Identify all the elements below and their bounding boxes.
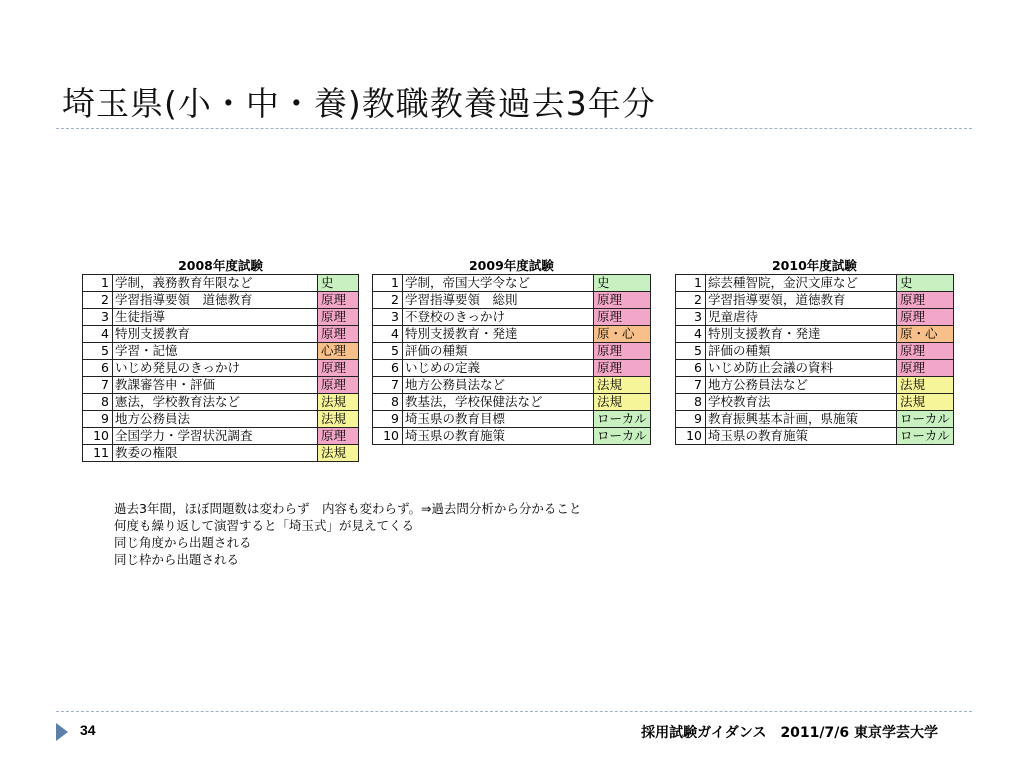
table-row: [676, 292, 954, 309]
topic-cell: 埼玉県の教育目標: [403, 411, 594, 428]
row-number: 4: [373, 326, 403, 343]
category-cell: 原・心: [897, 326, 954, 343]
table-row: [83, 377, 359, 394]
note-line: 何度も繰り返して演習すると「埼玉式」が見えてくる: [114, 518, 415, 533]
category-cell: 原理: [897, 343, 954, 360]
row-number: 9: [83, 411, 113, 428]
row-number: 8: [373, 394, 403, 411]
row-number: 8: [676, 394, 706, 411]
category-cell: 原理: [897, 360, 954, 377]
category-cell: 原理: [318, 326, 359, 343]
category-cell: ローカル: [897, 411, 954, 428]
row-number: 4: [83, 326, 113, 343]
table-row: [83, 275, 359, 292]
row-number: 5: [83, 343, 113, 360]
row-number: 5: [676, 343, 706, 360]
table-row: [373, 360, 651, 377]
topic-cell: 教課審答申・評価: [113, 377, 318, 394]
category-cell: 原理: [594, 292, 651, 309]
table-row: [373, 326, 651, 343]
slide-title: 埼玉県(小・中・養)教職教養過去3年分: [62, 84, 656, 123]
table-row: [83, 411, 359, 428]
topic-cell: 埼玉県の教育施策: [706, 428, 897, 445]
row-number: 5: [373, 343, 403, 360]
table-row: [373, 377, 651, 394]
table-row: [676, 394, 954, 411]
topic-cell: 憲法，学校教育法など: [113, 394, 318, 411]
table-row: [83, 309, 359, 326]
table-row: [373, 394, 651, 411]
table-row: [373, 343, 651, 360]
row-number: 7: [676, 377, 706, 394]
category-cell: 原理: [594, 343, 651, 360]
row-number: 3: [676, 309, 706, 326]
row-number: 4: [676, 326, 706, 343]
category-cell: 法規: [897, 394, 954, 411]
topic-cell: 不登校のきっかけ: [403, 309, 594, 326]
category-cell: ローカル: [897, 428, 954, 445]
topic-cell: 埼玉県の教育施策: [403, 428, 594, 445]
topic-cell: 学制，帝国大学令など: [403, 275, 594, 292]
page-number: 34: [80, 722, 96, 738]
topic-cell: いじめの定義: [403, 360, 594, 377]
topic-cell: 地方公務員法など: [403, 377, 594, 394]
table-2008: [82, 258, 359, 462]
topic-cell: 評価の種類: [706, 343, 897, 360]
category-cell: 法規: [897, 377, 954, 394]
topic-cell: 綜芸種智院，金沢文庫など: [706, 275, 897, 292]
topic-cell: 学習指導要領 道徳教育: [113, 292, 318, 309]
row-number: 7: [83, 377, 113, 394]
table-row: [83, 394, 359, 411]
category-cell: 原理: [594, 360, 651, 377]
table-row: [83, 360, 359, 377]
row-number: 9: [676, 411, 706, 428]
note-line: 同じ枠から出題される: [114, 552, 240, 567]
topic-cell: 学習・記憶: [113, 343, 318, 360]
row-number: 2: [373, 292, 403, 309]
topic-cell: 特別支援教育: [113, 326, 318, 343]
category-cell: 原理: [318, 309, 359, 326]
row-number: 8: [83, 394, 113, 411]
row-number: 1: [373, 275, 403, 292]
category-cell: 史: [318, 275, 359, 292]
category-cell: 原・心: [594, 326, 651, 343]
row-number: 10: [676, 428, 706, 445]
category-cell: 史: [897, 275, 954, 292]
table-row: [676, 377, 954, 394]
row-number: 3: [373, 309, 403, 326]
topic-cell: 生徒指導: [113, 309, 318, 326]
category-cell: 原理: [318, 360, 359, 377]
topic-cell: 学校教育法: [706, 394, 897, 411]
table-row: [676, 275, 954, 292]
topic-cell: 児童虐待: [706, 309, 897, 326]
row-number: 2: [676, 292, 706, 309]
topic-cell: 学習指導要領 総則: [403, 292, 594, 309]
topic-cell: いじめ発見のきっかけ: [113, 360, 318, 377]
triangle-bullet-icon: [56, 723, 68, 741]
category-cell: 史: [594, 275, 651, 292]
topic-cell: 学制，義務教育年限など: [113, 275, 318, 292]
table-row: [373, 292, 651, 309]
table-row: [373, 309, 651, 326]
footer-text: 採用試験ガイダンス 2011/7/6 東京学芸大学: [641, 725, 938, 741]
topic-cell: 地方公務員法など: [706, 377, 897, 394]
table-heading: 2010年度試験: [771, 258, 857, 273]
table-row: [373, 428, 651, 445]
topic-cell: 特別支援教育・発達: [706, 326, 897, 343]
table-row: [83, 343, 359, 360]
category-cell: 原理: [897, 309, 954, 326]
table-row: [373, 411, 651, 428]
category-cell: 法規: [318, 394, 359, 411]
footer-divider: [56, 711, 972, 712]
category-cell: 原理: [897, 292, 954, 309]
table-heading: 2008年度試験: [178, 258, 263, 273]
category-cell: 法規: [318, 411, 359, 428]
table-row: [373, 275, 651, 292]
row-number: 3: [83, 309, 113, 326]
category-cell: 原理: [318, 292, 359, 309]
table-row: [676, 428, 954, 445]
note-line: 同じ角度から出題される: [114, 535, 252, 550]
table-row: [676, 360, 954, 377]
category-cell: 法規: [594, 377, 651, 394]
row-number: 6: [83, 360, 113, 377]
row-number: 1: [676, 275, 706, 292]
table-2010: [675, 258, 954, 445]
topic-cell: 特別支援教育・発達: [403, 326, 594, 343]
topic-cell: 地方公務員法: [113, 411, 318, 428]
category-cell: 心理: [318, 343, 359, 360]
category-cell: 原理: [318, 428, 359, 445]
category-cell: 原理: [318, 377, 359, 394]
table-heading: 2009年度試験: [468, 258, 554, 273]
topic-cell: 全国学力・学習状況調査: [113, 428, 318, 445]
category-cell: ローカル: [594, 428, 651, 445]
table-row: [83, 292, 359, 309]
category-cell: 法規: [318, 445, 359, 462]
table-row: [676, 343, 954, 360]
table-row: [676, 411, 954, 428]
row-number: 10: [83, 428, 113, 445]
topic-cell: 教委の権限: [113, 445, 318, 462]
topic-cell: 教基法，学校保健法など: [403, 394, 594, 411]
title-divider: [56, 128, 972, 129]
analysis-notes: [114, 500, 581, 568]
topic-cell: 学習指導要領，道徳教育: [706, 292, 897, 309]
row-number: 9: [373, 411, 403, 428]
row-number: 7: [373, 377, 403, 394]
topic-cell: いじめ防止会議の資料: [706, 360, 897, 377]
table-row: [83, 445, 359, 462]
topic-cell: 評価の種類: [403, 343, 594, 360]
table-2009: [372, 258, 651, 445]
table-row: [83, 326, 359, 343]
note-line: 過去3年間，ほぼ問題数は変わらず 内容も変わらず。⇒過去問分析から分かること: [114, 501, 582, 516]
row-number: 6: [676, 360, 706, 377]
row-number: 6: [373, 360, 403, 377]
row-number: 10: [373, 428, 403, 445]
category-cell: ローカル: [594, 411, 651, 428]
category-cell: 原理: [594, 309, 651, 326]
topic-cell: 教育振興基本計画，県施策: [706, 411, 897, 428]
category-cell: 法規: [594, 394, 651, 411]
row-number: 1: [83, 275, 113, 292]
row-number: 11: [83, 445, 113, 462]
table-row: [676, 309, 954, 326]
row-number: 2: [83, 292, 113, 309]
table-row: [676, 326, 954, 343]
table-row: [83, 428, 359, 445]
